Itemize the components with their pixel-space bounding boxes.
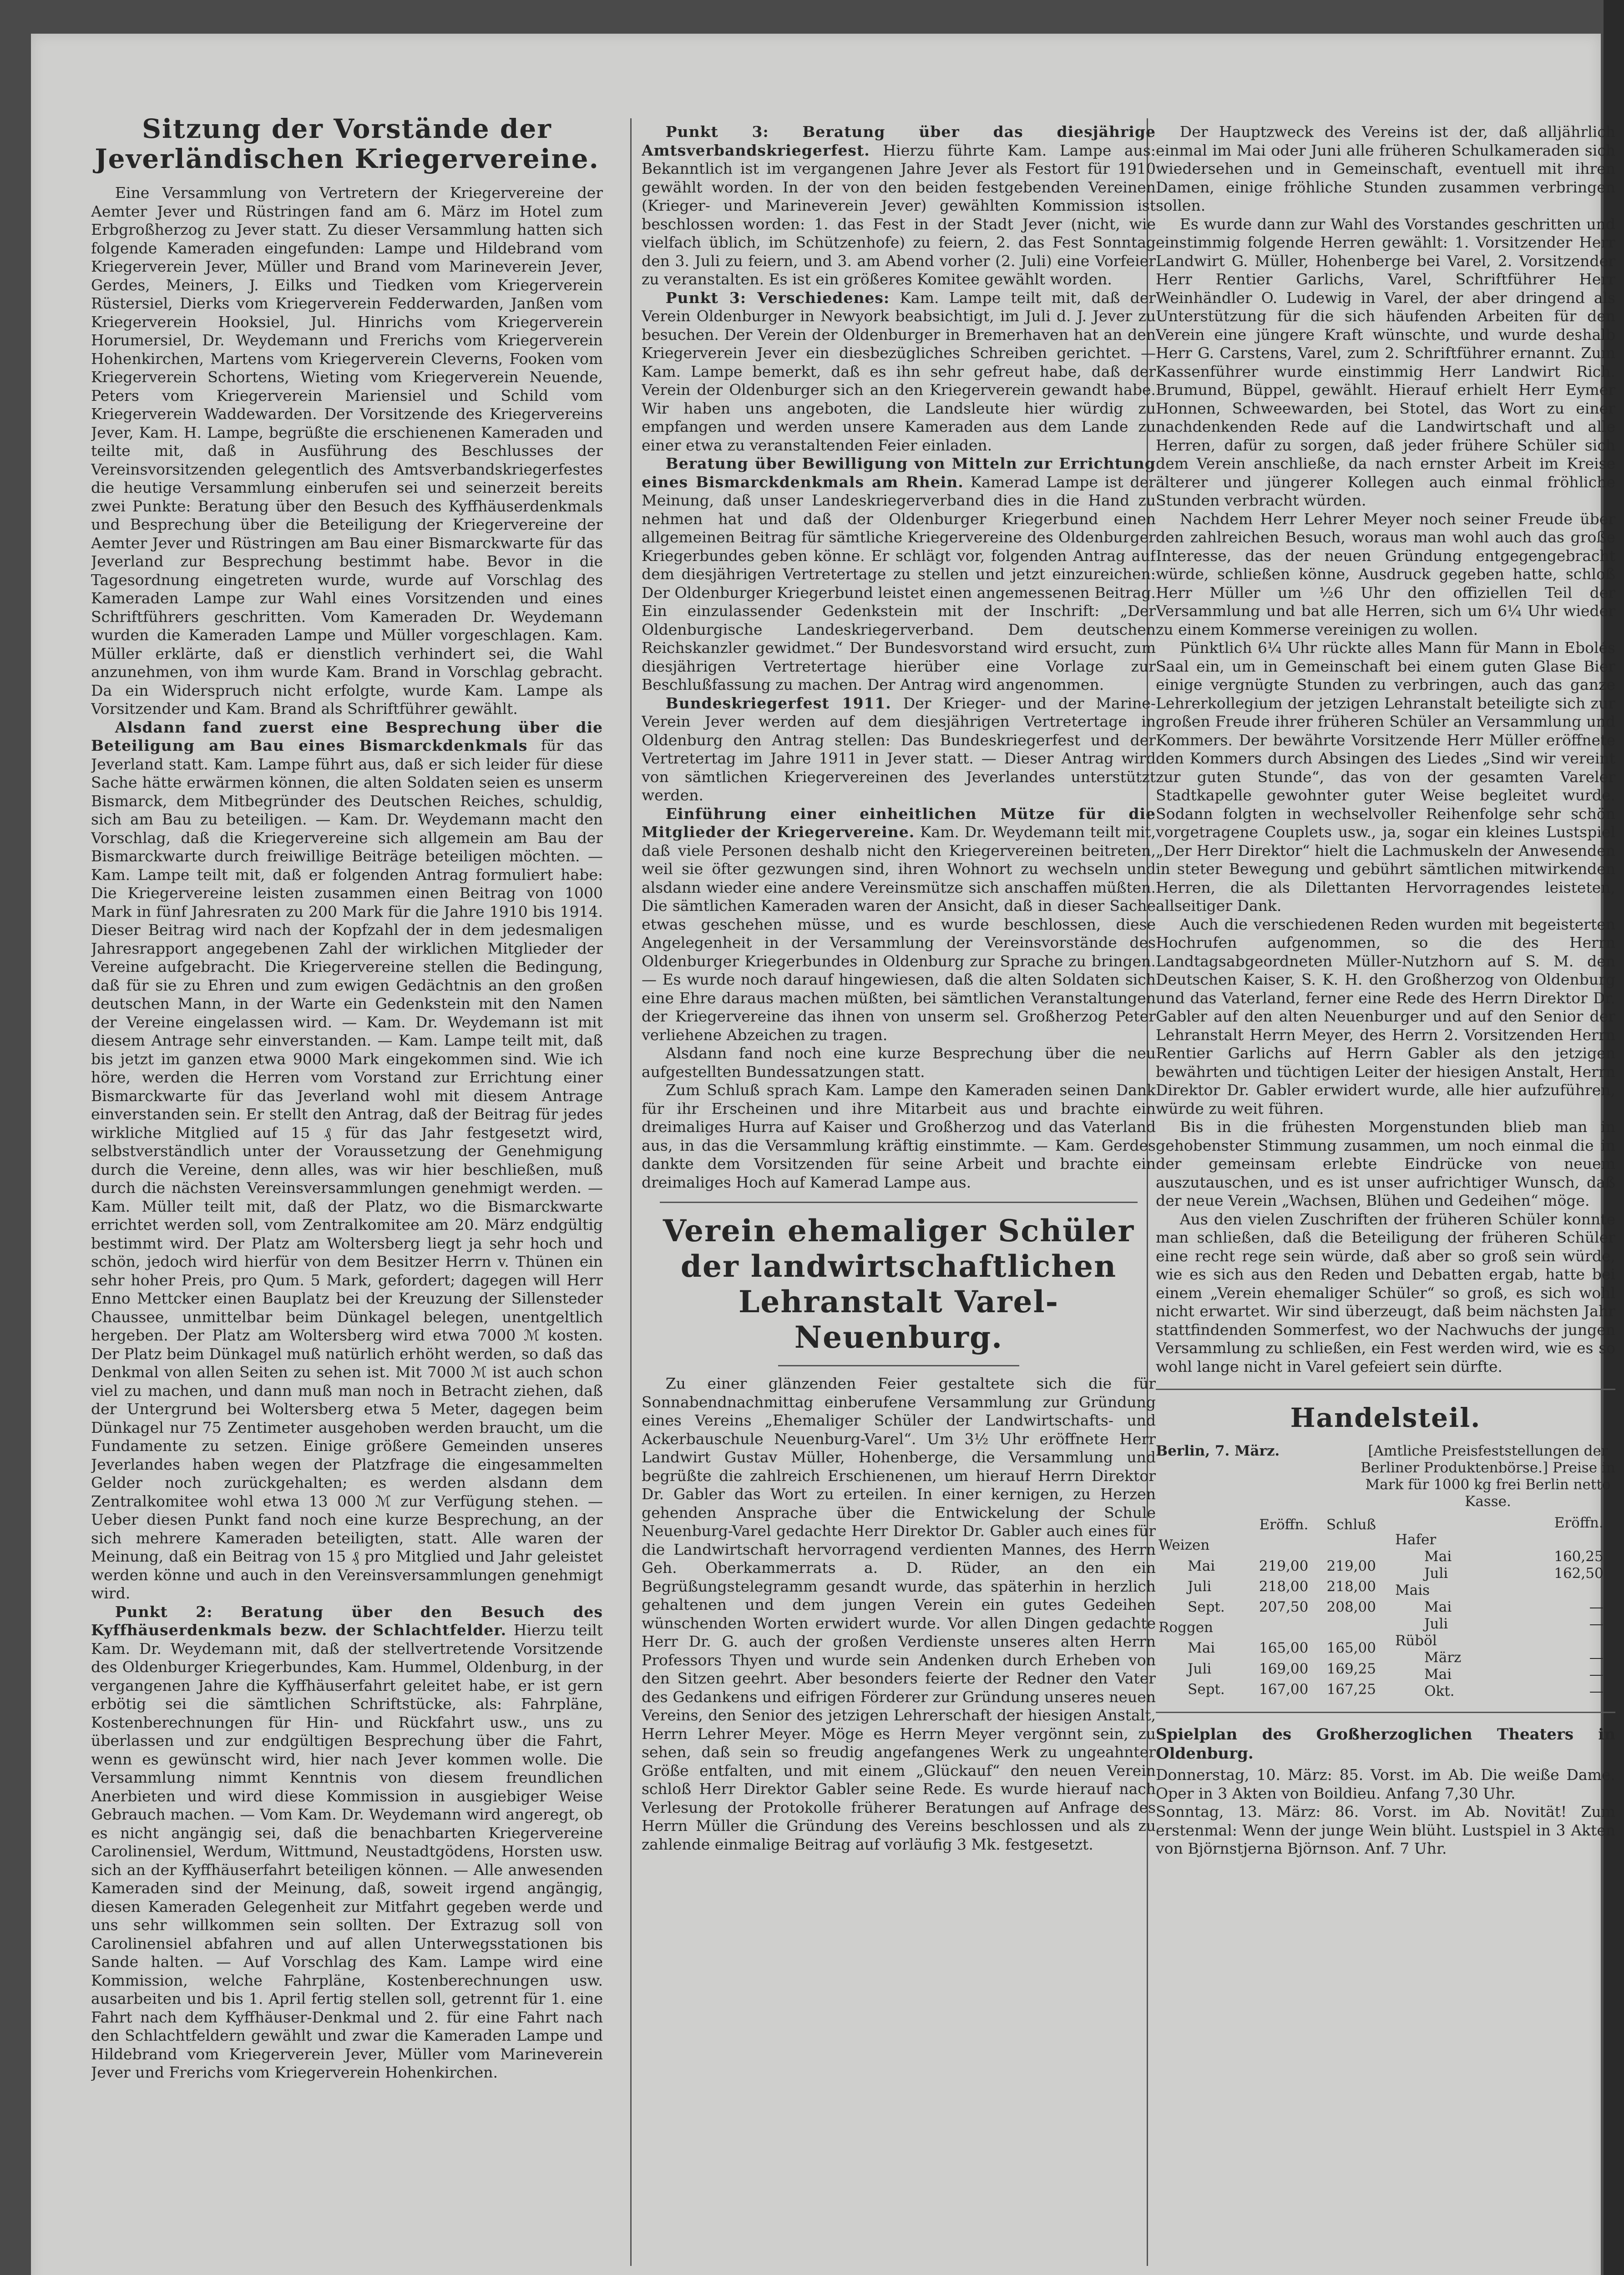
price-label: Rüböl [1395, 1633, 1437, 1649]
paragraph-lead: Punkt 3: Verschiedenes: [665, 288, 890, 307]
price-row [1392, 1666, 1615, 1683]
price-label: Juli [1188, 1660, 1212, 1677]
paragraph-lead: Beratung über Bewilligung von Mitteln zur Errichtung eines Bismarckdenkmals am Rhein. [642, 455, 1156, 491]
price-row [1156, 1618, 1379, 1638]
price-open [1244, 1618, 1311, 1638]
price-open: 167,00 [1259, 1681, 1309, 1698]
price-row [1392, 1599, 1615, 1616]
price-label: Mais [1395, 1582, 1430, 1598]
price-open: 169,00 [1259, 1660, 1309, 1677]
article-kriegervereine-paragraph: Einführung einer einheitlichen Mütze für die Mitglieder der Kriegervereine. Kam. Dr. Weydemann teilt mit, daß viele Personen deshalb nicht den Kriegervereinen beitreten, weil sie öfter gezwungen sind, ihren Wohnort zu wechseln und alsdann wieder eine andere Vereinsmütze sich anschaffen müßten. Die sämtlichen Kameraden waren der Ansicht, daß in dieser Sache etwas geschehen müsse, und es wurde beschlossen, diese Angelegenheit in der Versammlung der Vereinsvorstände des Oldenburger Kriegerbundes in Oldenburg zur Sprache zu bringen. — Es wurde noch darauf hingewiesen, daß die alten Soldaten sich eine Ehre daraus machen müßten, bei sämtlichen Veranstaltungen der Kriegervereine das ihnen von unserm sel. Großherzog Peter verliehene Abzeichen zu tragen. [642, 804, 1156, 1044]
price-close [1606, 1548, 1615, 1565]
price-row [1392, 1633, 1615, 1649]
price-close: 165,00 [1326, 1640, 1376, 1657]
price-open: 219,00 [1259, 1557, 1309, 1574]
price-label: Mai [1188, 1640, 1215, 1657]
price-open: 160,25 [1554, 1548, 1604, 1565]
price-close [1606, 1582, 1615, 1599]
paragraph-lead: Punkt 3: Beratung über das diesjährige Amtsverbandskriegerfest. [642, 123, 1156, 159]
paragraph-lead: Punkt 2: Beratung über den Besuch des Kyffhäuserdenkmals bezw. der Schlachtfelder. [91, 1603, 603, 1639]
price-row [1392, 1532, 1615, 1548]
price-row [1156, 1535, 1379, 1556]
price-label: Sept. [1188, 1598, 1225, 1615]
price-open [1244, 1535, 1311, 1556]
column-1 [91, 114, 603, 2252]
article-kriegervereine-paragraph: Punkt 3: Verschiedenes: Kam. Lampe teilt mit, daß der Verein Oldenburger in Newyork beabsichtigt, im Juli d. J. Jever zu besuchen. Der Verein der Oldenburger in Bremerhaven hat an den Kriegerverein Jever ein diesbezügliches Schreiben gerichtet. — Kam. Lampe bemerkt, daß es ihn sehr gefreut habe, daß der Verein der Oldenburger sich an den Kriegerverein gewandt habe. Wir haben uns angeboten, die Landsleute hier würdig zu empfangen und werden unsere Kameraden aus dem Lande zu einer etwa zu veranstaltenden Feier einladen. [642, 288, 1156, 454]
price-open: 207,50 [1259, 1598, 1309, 1615]
price-row [1392, 1582, 1615, 1599]
article-schueler-paragraph: Nachdem Herr Lehrer Meyer noch seiner Freude über den zahlreichen Besuch, woraus man wohl auch das große Interesse, das der neuen Gründung entgegengebracht würde, schließen könne, Ausdruck gegeben hatte, schloß Herr Müller um ½6 Uhr den offiziellen Teil der Versammlung und bat alle Herren, sich um 6¼ Uhr wieder zu einem Kommerse vereinigen zu wollen. [1156, 510, 1615, 638]
article-kriegervereine-paragraph: Zum Schluß sprach Kam. Lampe den Kameraden seinen Dank für ihr Erscheinen und ihre Mitarbeit aus und brachte ein dreimaliges Hurra auf Kaiser und Großherzog und das Vaterland aus, in das die Versammlung kräftig einstimmte. — Kam. Gerdes dankte dem Vorsitzenden für seine Arbeit und brachte ein dreimaliges Hoch auf Kamerad Lampe aus. [642, 1081, 1156, 1191]
article-kriegervereine-title: Sitzung der Vorstände der Jeverländischen Kriegervereine. [95, 114, 599, 174]
price-close [1606, 1616, 1615, 1633]
theater-entry: Sonntag, 13. März: 86. Vorst. im Ab. Novität! Zum erstenmal: Wenn der junge Wein blüht. Lustspiel in 3 Akten von Björnstjerna Björnson. Anf. 7 Uhr. [1156, 1803, 1615, 1857]
price-label: Juli [1424, 1565, 1448, 1582]
theater-title: Spielplan des Großherzoglichen Theaters in Oldenburg. [1156, 1725, 1615, 1763]
market-table-right [1392, 1515, 1615, 1700]
price-label: Mai [1188, 1557, 1215, 1574]
article-schueler-paragraph: Pünktlich 6¼ Uhr rückte alles Mann für Mann in Ebolés Saal ein, um in Gemeinschaft bei einem guten Glase Bier einige vergnügte Stunden zu verbringen, auch das ganze Lehrerkollegium der jetzigen Lehranstalt beteiligte sich zur großen Freude ihrer früheren Schüler an Versammlung und Kommers. Der bewährte Vorsitzende Herr Müller eröffnete den Kommers durch Absingen des Liedes „Sind wir vereint zur guten Stunde“, das von der gesamten Vareler Stadtkapelle gewohnter guter Weise begleitet wurde. Sodann folgten in wechselvoller Reihenfolge sehr schön vorgetragene Couplets usw., ja, sogar ein kleines Lustspiel „Der Herr Direktor“ hielt die Lachmuskeln der Anwesenden in steter Bewegung und gebührt sämtlichen mitwirkenden Herren, die als Dilettanten Hervorragendes leisteten, allseitiger Dank. [1156, 639, 1615, 915]
market-header [1156, 1443, 1615, 1510]
section-separator [1156, 1712, 1615, 1713]
price-close: 169,25 [1326, 1660, 1376, 1677]
price-open: — [1589, 1666, 1604, 1683]
market-dateline: Berlin, 7. März. [1156, 1443, 1280, 1459]
price-open: 165,00 [1259, 1640, 1309, 1657]
article-kriegervereine-paragraph: Alsdann fand zuerst eine Besprechung über die Beteiligung am Bau eines Bismarckdenkmals für das Jeverland statt. Kam. Lampe führt aus, daß er sich leider für diese Sache hätte erwärmen können, die alten Soldaten seien es unserm Bismarck, dem Mitbegründer des Deutschen Reiches, schuldig, sich am Bau zu beteiligen. — Kam. Dr. Weydemann macht den Vorschlag, daß die Kriegervereine sich allgemein am Bau der Bismarckwarte durch freiwillige Beiträge beteiligen möchten. — Kam. Lampe teilt mit, daß er folgenden Antrag formuliert habe: Die Kriegervereine leisten zusammen einen Beitrag von 1000 Mark in fünf Jahresraten zu 200 Mark für die Jahre 1910 bis 1914. Dieser Beitrag wird nach der Kopfzahl der in dem jedesmaligen Jahresrapport angegebenen Zahl der wirklichen Mitglieder der Vereine aufgebracht. Die Kriegervereine stellen die Bedingung, daß für sie zu Ehren und zum ewigen Gedächtnis an den großen deutschen Mann, in der Warte ein Gedenkstein mit den Namen der Vereine eingelassen wird. — Kam. Dr. Weydemann ist mit diesem Antrage sehr einverstanden. — Kam. Lampe teilt mit, daß bis jetzt im ganzen etwa 9000 Mark eingekommen sind. Wie ich höre, werden die Herren vom Vorstand zur Errichtung einer Bismarckwarte für das Jeverland wohl mit diesem Antrage einverstanden sein. Er stellt den Antrag, daß der Beitrag für jedes wirkliche Mitglied auf 15 ₰ für das Jahr festgesetzt wird, selbstverständlich unter der Voraussetzung der Genehmigung durch die Vereine, denn alles, was wir hier beschließen, muß durch die nächsten Vereinsversammlungen genehmigt werden. — Kam. Müller teilt mit, daß der Platz, wo die Bismarckwarte errichtet werden soll, vom Zentralkomitee am 20. März endgültig bestimmt wird. Der Platz am Woltersberg liegt ja sehr hoch und schön, jedoch wird hierfür von dem Besitzer Herrn v. Thünen ein sehr hoher Preis, pro Qum. 5 Mark, gefordert; dagegen will Herr Enno Mettcker einen Bauplatz bei der Kreuzung der Sillensteder Chaussee, unmittelbar beim Dünkagel belegen, unentgeltlich hergeben. Der Platz am Woltersberg wird etwa 7000 ℳ kosten. Der Platz beim Dünkagel muß natürlich erhöht werden, so daß das Denkmal von allen Seiten zu sehen ist. Mit 7000 ℳ ist auch schon viel zu machen, und dann muß man noch in Betracht ziehen, daß der Untergrund bei Woltersberg etwa 5 Meter, dagegen beim Dünkagel nur 75 Zentimeter ausgehoben werden braucht, um die Fundamente zu setzen. Einige größere Gemeinden unseres Jeverlandes haben wegen der Platzfrage die eingesammelten Gelder noch zurückgehalten; es werden alsdann dem Zentralkomitee wohl etwa 13 000 ℳ zur Verfügung stehen. — Ueber diesen Punkt fand noch eine kurze Besprechung, an der sich mehrere Kameraden beteiligten, statt. Alle waren der Meinung, daß ein Beitrag von 15 ₰ pro Mitglied und Jahr geleistet werden könne und auch in den Vereinsversammlungen genehmigt wird. [91, 718, 603, 1602]
price-row [1392, 1649, 1615, 1666]
market-section-title: Handelsteil. [1290, 1402, 1481, 1433]
price-close [1606, 1532, 1615, 1548]
price-label: Mai [1424, 1548, 1452, 1565]
price-row [1156, 1679, 1379, 1700]
column-header: Schluß [1326, 1517, 1376, 1533]
price-open [1513, 1582, 1606, 1599]
price-close [1606, 1599, 1615, 1616]
price-row [1392, 1616, 1615, 1633]
price-close: 219,00 [1326, 1557, 1376, 1574]
article-schueler-paragraph: Bis in die frühesten Morgenstunden blieb man in gehobenster Stimmung zusammen, um noch einmal die in der gemeinsam erlebte Eindrücke von neuem auszutauschen, und es ist unser aufrichtiger Wunsch, daß der neue Verein „Wachsen, Blühen und Gedeihen“ möge. [1156, 1118, 1615, 1209]
article-schueler-paragraph: Es wurde dann zur Wahl des Vorstandes geschritten und einstimmig folgende Herren gewählt: 1. Vorsitzender Herr Landwirt G. Müller, Hohenberge bei Varel, 2. Vorsitzender Herr Rentier Garlichs, Varel, Schriftführer Herr Weinhändler O. Ludewig in Varel, der aber dringend als Unterstützung für die sich häufenden Arbeiten für den Verein eine jüngere Kraft wünschte, und wurde deshalb Herr G. Carstens, Varel, zum 2. Schriftführer ernannt. Zum Kassenführer wurde einstimmig Herr Landwirt Rich. Brumund, Büppel, gewählt. Hierauf erhielt Herr Eymer Honnen, Schweewarden, bei Stotel, das Wort zu einer nachdenkenden Rede auf die Landwirtschaft und alle Herren, dafür zu sorgen, daß jeder frühere Schüler sich dem Verein anschließe, da nach ernster Arbeit im Kreise älterer und jüngerer Kollegen auch einmal fröhliche Stunden verbracht würden. [1156, 215, 1615, 509]
article-kriegervereine-paragraph: Beratung über Bewilligung von Mitteln zur Errichtung eines Bismarckdenkmals am Rhein. Kamerad Lampe ist der Meinung, daß unser Landeskriegerverband dies in die Hand zu nehmen hat und daß der Oldenburger Kriegerbund einen allgemeinen Beitrag für sämtliche Kriegervereine des Oldenburger Kriegerbundes geben könne. Er schlägt vor, folgenden Antrag auf dem diesjährigen Vertretertage zu stellen und jetzt einzureichen: Der Oldenburger Kriegerbund leistet einen angemessenen Beitrag. Ein einzulassender Gedenkstein mit der Inschrift: „Der Oldenburgische Landeskriegerverband. Dem deutschen Reichskanzler gewidmet.“ Der Bundesvorstand wird ersucht, zum diesjährigen Vertretertage hierüber eine Vorlage zur Beschlußfassung zu machen. Der Antrag wird angenommen. [642, 455, 1156, 693]
price-open: 162,50 [1554, 1565, 1604, 1582]
column-header: Eröffn. [1259, 1517, 1309, 1533]
price-label: Mai [1424, 1666, 1452, 1683]
column-3 [1156, 123, 1615, 2261]
article-schueler-paragraph: Aus den vielen Zuschriften der früheren Schüler konnte man schließen, daß die Beteiligung der früheren Schüler eine recht rege sein würde, daß aber so groß sein würde, wie es sich aus den Reden und Debatten ergab, hatte bei einem „Verein ehemaliger Schüler“ so groß, es sich wohl nicht erwartet. Wir sind überzeugt, daß beim nächsten Jahr stattfindenden Sommerfest, wo der Nachwuchs der jungen Versammlung zu schließen, ein Fest werden wird, wie es so wohl lange nicht in Varel gefeiert sein dürfte. [1156, 1210, 1615, 1375]
paragraph-lead: Alsdann fand zuerst eine Besprechung über die Beteiligung am Bau eines Bismarckdenkmals [91, 718, 603, 754]
column-header: Eröffn. [1554, 1515, 1604, 1531]
price-close: 167,25 [1326, 1681, 1376, 1698]
price-label: Hafer [1395, 1532, 1437, 1548]
column-rule-1 [630, 118, 632, 2266]
price-close [1311, 1535, 1379, 1556]
article-schueler-paragraph: Zu einer glänzenden Feier gestaltete sich die für Sonnabendnachmittag einberufene Versammlung zur Gründung eines Vereins „Ehemaliger Schüler der Landwirtschafts- und Ackerbauschule Neuenburg-Varel“. Um 3½ Uhr eröffnete Herr Landwirt Gustav Müller, Hohenberge, die Versammlung und begrüßte die zahlreich Erschienenen, um hierauf Herrn Direktor Dr. Gabler das Wort zu erteilen. In einer kernigen, zu Herzen gehenden Ansprache über die Entwickelung der Schule Neuenburg-Varel gedachte Herr Direktor Dr. Gabler auch eines für die Landwirtschaft hervorragend verdienten Mannes, des Herrn Geh. Oberkammerrats a. D. Rüder, an den ein Begrüßungstelegramm gesandt wurde, das späterhin in herzlich gehaltenen und dem jungen Verein ein gutes Gedeihen wünschenden Worten erwidert wurde. Vor allen Dingen gedachte Herr Dr. G. auch der großen Verdienste unseres alten Herrn Professors Thyen und wurde sein Andenken durch Erheben von den Sitzen geehrt. Aber besonders feierte der Redner den Vater des Gedankens und eifrigen Förderer zur Gründung unseres neuen Vereins, den Senior des jetzigen Lehrerschaft der hiesigen Anstalt, Herrn Lehrer Meyer. Möge es Herrn Meyer vergönnt sein, zu sehen, daß sein so freudig angefangenes Werk zu ungeahnter Größe entfalten, und mit einem „Glückauf“ den neuen Verein schloß Herr Direktor Gabler seine Rede. Es wurde hierauf nach Verlesung der Protokolle früherer Beratungen auf Anfrage des Herrn Müller die Gründung des Vereins beschlossen und als zu zahlende einmalige Beitrag auf vorläufig 3 Mk. festgesetzt. [642, 1375, 1156, 1853]
price-row [1392, 1683, 1615, 1700]
price-label: Roggen [1159, 1619, 1214, 1636]
article-kriegervereine-paragraph: Punkt 3: Beratung über das diesjährige Amtsverbandskriegerfest. Hierzu führte Kam. Lampe aus: Bekanntlich ist im vergangenen Jahre Jever als Festort für 1910 gewählt worden. In der von den beiden festgebenden Vereinen (Krieger- und Marineverein Jever) gewählten Kommission ist beschlossen worden: 1. das Fest in der Stadt Jever (nicht, wie vielfach üblich, im Schützenhofe) zu feiern, 2. das Fest Sonntag den 3. Juli zu feiern, und 3. am Abend vorher (2. Juli) eine Vorfeier zu veranstalten. Es ist ein größeres Komitee gewählt worden. [642, 123, 1156, 288]
market-note: [Amtliche Preisfeststellungen der Berliner Produktenbörse.] Preise in Mark für 1000 kg frei Berlin netto Kasse. [1361, 1443, 1615, 1510]
price-row [1156, 1577, 1379, 1597]
title-underline [778, 1365, 1019, 1366]
article-separator [660, 1202, 1138, 1203]
price-close: 208,00 [1326, 1598, 1376, 1615]
price-row [1392, 1548, 1615, 1565]
price-open: — [1589, 1599, 1604, 1615]
price-open [1513, 1633, 1606, 1649]
column-2 [642, 123, 1156, 2261]
price-open [1513, 1532, 1606, 1548]
price-label: Juli [1188, 1578, 1212, 1595]
price-row [1156, 1659, 1379, 1679]
article-kriegervereine-paragraph: Eine Versammlung von Vertretern der Kriegervereine der Aemter Jever und Rüstringen fand am 6. März im Hotel zum Erbgroßherzog zu Jever statt. Zu dieser Versammlung hatten sich folgende Kameraden eingefunden: Lampe und Hildebrand vom Kriegerverein Jever, Müller und Brand vom Marineverein Jever, Gerdes, Meiners, J. Eilks und Tiedken vom Kriegerverein Rüstersiel, Dierks vom Kriegerverein Fedderwarden, Janßen vom Kriegerverein Hooksiel, Jul. Hinrichs vom Kriegerverein Horumersiel, Dr. Weydemann und Frerichs vom Kriegerverein Hohenkirchen, Martens vom Kriegerverein Cleverns, Fooken vom Kriegerverein Schortens, Wieting vom Kriegerverein Neuende, Peters vom Kriegerverein Mariensiel und Schild vom Kriegerverein Waddewarden. Der Vorsitzende des Kriegervereins Jever, Kam. H. Lampe, begrüßte die erschienenen Kameraden und teilte mit, daß in Ausführung des Beschlusses der Vereinsvorsitzenden gelegentlich des Amtsverbandskriegerfestes die heutige Versammlung einberufen sei und seinerzeit bereits zwei Punkte: Beratung über den Besuch des Kyffhäuserdenkmals und Besprechung über die Beteiligung der Kriegervereine der Aemter Jever und Rüstringen am Bau einer Bismarckwarte für das Jeverland zur Besprechung bestimmt habe. Bevor in die Tagesordnung eingetreten wurde, wurde auf Vorschlag des Kameraden Lampe zur Wahl eines Vorsitzenden und eines Schriftführers geschritten. Vom Kameraden Dr. Weydemann wurden die Kameraden Lampe und Müller vorgeschlagen. Kam. Müller erklärte, daß er dienstlich verhindert sei, die Wahl anzunehmen, von ihm wurde Kam. Brand in Vorschlag gebracht. Da ein Widerspruch nicht erfolgte, wurde Kam. Lampe als Vorsitzender und Kam. Brand als Schriftführer gewählt. [91, 184, 603, 718]
price-close [1311, 1618, 1379, 1638]
article-schueler-paragraph: Der Hauptzweck des Vereins ist der, daß alljährlich einmal im Mai oder Juni alle früheren Schulkameraden sich wiedersehen und in Gemeinschaft, eventuell mit ihren Damen, einige fröhliche Stunden zusammen verbringen sollen. [1156, 123, 1615, 214]
price-label: Sept. [1188, 1681, 1225, 1698]
price-close [1606, 1649, 1615, 1666]
price-open: 218,00 [1259, 1578, 1309, 1595]
price-close [1606, 1683, 1615, 1700]
article-kriegervereine-paragraph: Alsdann fand noch eine kurze Besprechung über die neu aufgestellten Bundessatzungen statt. [642, 1044, 1156, 1081]
price-open: — [1589, 1683, 1604, 1699]
article-kriegervereine-paragraph: Punkt 2: Beratung über den Besuch des Kyffhäuserdenkmals bezw. der Schlachtfelder. Hierzu teilt Kam. Dr. Weydemann mit, daß der stellvertretende Vorsitzende des Oldenburger Kriegerbundes, Kam. Hummel, Oldenburg, in der vergangenen Jahre die Kyffhäuserfahrt geleitet habe, er ist gern erbötig sei die sämtlichen Schriftstücke, als: Fahrpläne, Kostenberechnungen für Hin- und Rückfahrt usw., uns zu überlassen und zur endgültigen Besprechung über die Fahrt, wenn es gewünscht wird, hier nach Jever kommen wolle. Die Versammlung nimmt Kenntnis von diesem freundlichen Anerbieten und wird diese Kommission in ausgiebiger Weise Gebrauch machen. — Vom Kam. Dr. Weydemann wird angeregt, ob es nicht angängig sei, daß die benachbarten Kriegervereine Carolinensiel, Werdum, Wittmund, Neustadtgödens, Horsten usw. sich an der Kyffhäuserfahrt beteiligen können. — Alle anwesenden Kameraden sind der Meinung, daß, soweit irgend angängig, diesen Kameraden Gelegenheit zur Mitfahrt gegeben werde und uns sehr willkommen sein sollten. Der Extrazug soll von Carolinensiel abfahren und auf allen Unterwegsstationen bis Sande halten. — Auf Vorschlag des Kam. Lampe wird eine Kommission, welche Fahrpläne, Kostenberechnungen usw. ausarbeiten und bis 1. April fertig stellen soll, getrennt für 1. eine Fahrt nach dem Kyffhäuser-Denkmal und 2. für eine Fahrt nach den Schlachtfeldern gewählt und zwar die Kameraden Lampe und Hildebrand vom Kriegerverein Jever, Müller vom Marineverein Jever und Frerichs vom Kriegerverein Hohenkirchen. [91, 1603, 603, 2081]
price-row [1156, 1556, 1379, 1576]
article-schueler-title: Verein ehemaliger Schüler der landwirtschaftlichen Lehranstalt Varel-Neuenburg. [663, 1213, 1135, 1355]
market-table-left [1156, 1515, 1379, 1700]
price-close [1606, 1565, 1615, 1582]
price-close: 218,00 [1326, 1578, 1376, 1595]
price-label: Juli [1424, 1616, 1448, 1632]
market-tables [1156, 1515, 1615, 1700]
price-label: Mai [1424, 1599, 1452, 1615]
price-close [1606, 1666, 1615, 1683]
price-open: — [1589, 1649, 1604, 1666]
theater-entry: Donnerstag, 10. März: 85. Vorst. im Ab. Die weiße Dame. Oper in 3 Akten von Boildieu. Anfang 7,30 Uhr. [1156, 1766, 1615, 1802]
price-open: — [1589, 1616, 1604, 1632]
price-row [1156, 1597, 1379, 1618]
section-separator [1156, 1389, 1615, 1390]
price-label: Okt. [1424, 1683, 1455, 1699]
paragraph-lead: Bundeskriegerfest 1911. [665, 694, 891, 712]
paragraph-lead: Einführung einer einheitlichen Mütze für die Mitglieder der Kriegervereine. [642, 804, 1156, 841]
price-close [1606, 1633, 1615, 1649]
price-label: Weizen [1159, 1537, 1210, 1554]
price-row [1156, 1638, 1379, 1658]
article-schueler-paragraph: Auch die verschiedenen Reden wurden mit begeisterten Hochrufen aufgenommen, so die des Herrn Landtagsabgeordneten Müller-Nutzhorn auf S. M. den Deutschen Kaiser, S. K. H. den Großherzog von Oldenburg und das Vaterland, ferner eine Rede des Herrn Direktor Dr. Gabler auf den alten Neuenburger und auf den Senior der Lehranstalt Herrn Meyer, des Herrn 2. Vorsitzenden Herrn Rentier Garlichs auf Herrn Gabler als den jetzigen bewährten und tüchtigen Leiter der hiesigen Anstalt, Herrn Direktor Dr. Gabler erwidert wurde, alle hier aufzuführen, würde zu weit führen. [1156, 915, 1615, 1117]
price-label: März [1424, 1649, 1462, 1666]
price-row [1392, 1565, 1615, 1582]
article-kriegervereine-paragraph: Bundeskriegerfest 1911. Der Krieger- und der Marine-Verein Jever werden auf dem diesjährigen Vertretertage in Oldenburg den Antrag stellen: Das Bundeskriegerfest und der Vertretertag im Jahre 1911 in Jever statt. — Dieser Antrag wird von sämtlichen Kriegervereinen des Jeverlandes unterstützt werden. [642, 694, 1156, 804]
